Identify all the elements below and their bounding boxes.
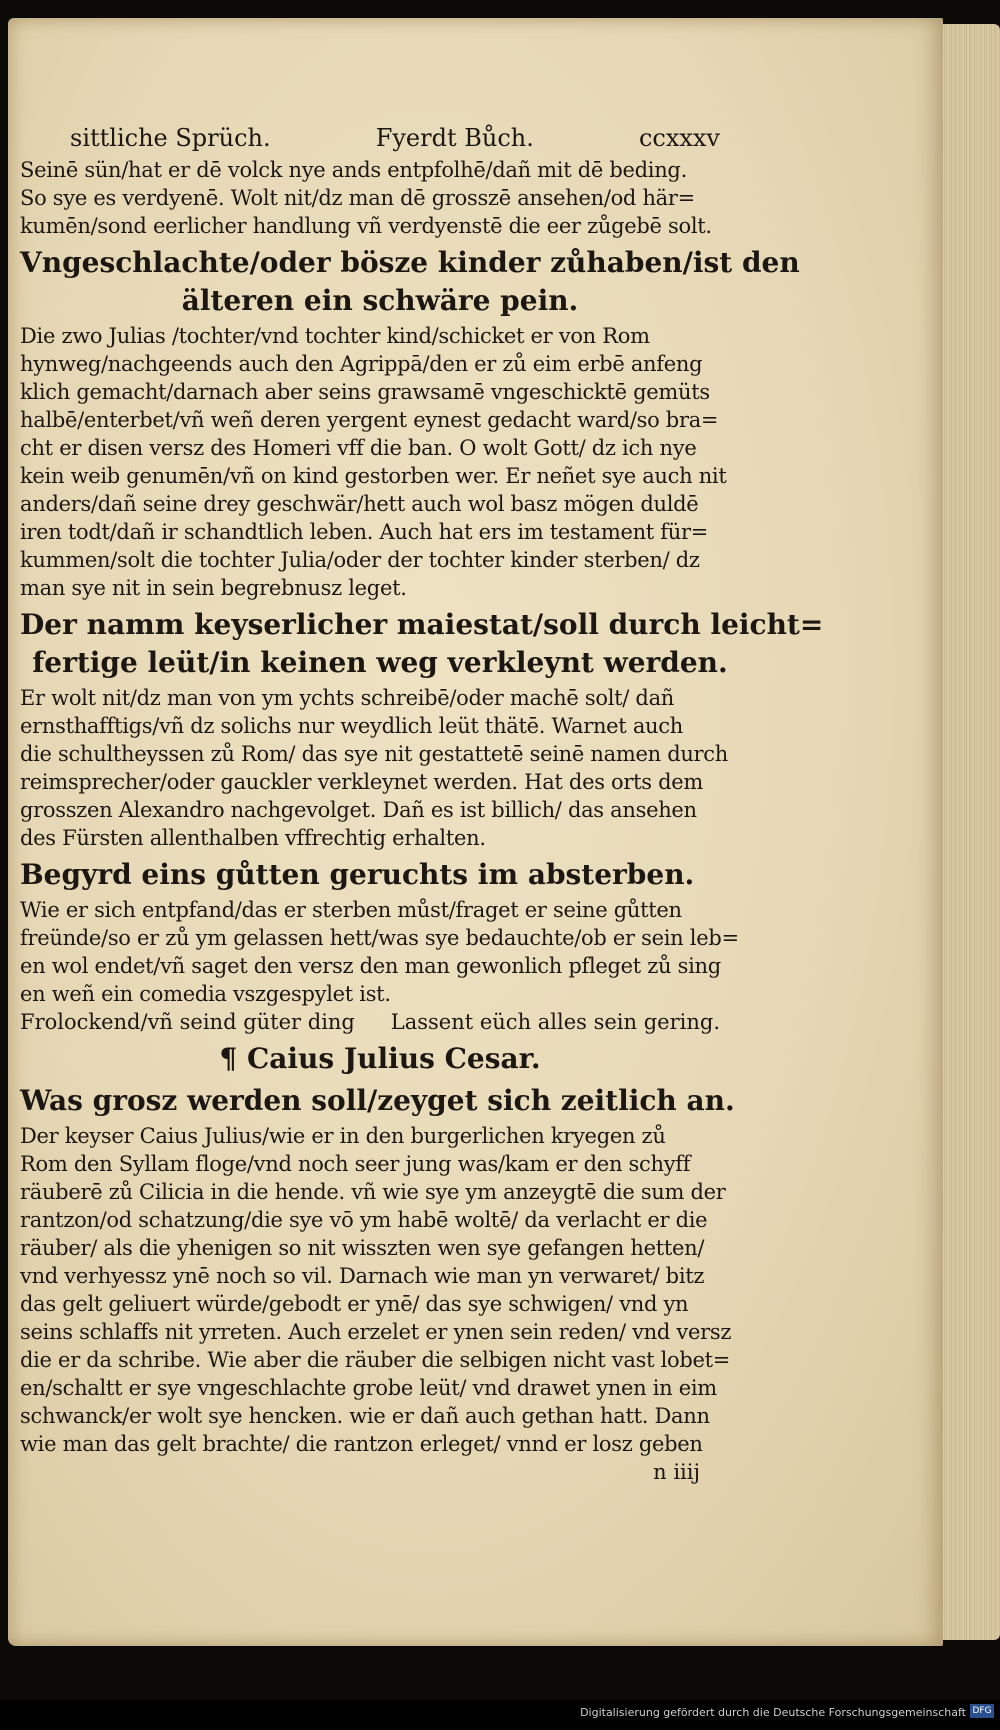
text-line: freünde/so er zů ym gelassen hett/was sye bedauchte/ob er sein leb= [20,926,739,950]
section-heading [20,856,740,894]
text-line: Die zwo Julias /tochter/vnd tochter kind/schicket er von Rom [20,324,650,348]
dfg-logo: DFG [970,1704,994,1718]
running-head [70,124,720,152]
text-line: klich gemacht/darnach aber seins grawsamē vngeschicktē gemüts [20,380,710,404]
text-line: So sye es verdyenē. Wolt nit/dz man dē grosszē ansehen/od här= [20,186,695,210]
text-line: en/schaltt er sye vngeschlachte grobe leüt/ vnd drawet ynen in eim [20,1376,717,1400]
section-heading [20,244,800,320]
text-line: cht er disen versz des Homeri vff die ban. O wolt Gott/ dz ich nye [20,436,697,460]
page-number: ccxxxv [638,124,720,152]
funding-credit: Digitalisierung gefördert durch die Deutsche Forschungsgemeinschaft [580,1706,966,1719]
section-heading [20,1082,740,1120]
text-line: Seinē sün/hat er dē volck nye ands entpfolhē/dañ mit dē beding. [20,158,687,182]
text-line: anders/dañ seine drey geschwär/hett auch wol basz mögen duldē [20,492,699,516]
text-line: rantzon/od schatzung/die sye vō ym habē woltē/ da verlacht er die [20,1208,708,1232]
heading-line: Was grosz werden soll/zeyget sich zeitlich an. [20,1084,735,1117]
text-line: Er wolt nit/dz man von ym ychts schreibē/oder machē solt/ dañ [20,686,675,710]
paragraph [20,684,740,852]
verse-couplet [20,1008,740,1036]
text-line: man sye nit in sein begrebnusz leget. [20,576,407,600]
text-line: vnd verhyessz ynē noch so vil. Darnach wie man yn verwaret/ bitz [20,1264,705,1288]
text-line: halbē/enterbet/vñ weñ deren yergent eynest gedacht ward/so bra= [20,408,719,432]
text-line: seins schlaffs nit yrreten. Auch erzelet er ynen sein reden/ vnd versz [20,1320,732,1344]
text-line: Wie er sich entpfand/das er sterben můst/fraget er seine gůtten [20,898,682,922]
footer-bar [0,1700,1000,1730]
paragraph [20,896,740,1008]
paragraph [20,156,740,240]
running-head-center: Fyerdt Bůch. [375,124,534,152]
verse-right: Lassent eüch alles sein gering. [390,1010,720,1034]
text-line: räuber/ als die yhenigen so nit wisszten wen sye gefangen hetten/ [20,1236,705,1260]
paragraph [20,322,740,602]
heading-line: fertige leüt/in keinen weg verkleynt werden. [32,646,728,679]
text-line: hynweg/nachgeends auch den Agrippā/den er zů eim erbē anfeng [20,352,703,376]
running-head-left: sittliche Sprüch. [70,124,271,152]
text-line: Der keyser Caius Julius/wie er in den burgerlichen kryegen zů [20,1124,666,1148]
section-heading [20,606,824,682]
heading-line: älteren ein schwäre pein. [181,284,579,317]
heading-line: ¶ Caius Julius Cesar. [219,1042,541,1075]
text-line: reimsprecher/oder gauckler verkleynet werden. Hat des orts dem [20,770,704,794]
text-line: das gelt geliuert würde/gebodt er ynē/ das sye schwigen/ vnd yn [20,1292,689,1316]
heading-line: Der namm keyserlicher maiestat/soll durch leicht= [20,608,824,641]
text-line: des Fürsten allenthalben vffrechtig erhalten. [20,826,486,850]
text-line: Rom den Syllam floge/vnd noch seer jung was/kam er den schyff [20,1152,691,1176]
text-line: kummen/solt die tochter Julia/oder der tochter kinder sterben/ dz [20,548,700,572]
heading-line: Begyrd eins gůtten geruchts im absterben. [20,858,695,891]
heading-line: Vngeschlachte/oder bösze kinder zůhaben/ist den [20,246,800,279]
text-line: iren todt/dañ ir schandtlich leben. Auch hat ers im testament für= [20,520,709,544]
text-line: grosszen Alexandro nachgevolget. Dañ es ist billich/ das ansehen [20,798,697,822]
verse-left: Frolockend/vñ seind güter ding [20,1010,355,1034]
signature-mark: n iiij [653,1460,700,1484]
section-heading [20,1040,740,1078]
text-line: en weñ ein comedia vszgespylet ist. [20,982,391,1006]
text-line: wie man das gelt brachte/ die rantzon erleget/ vnnd er losz geben [20,1432,703,1456]
text-line: die er da schribe. Wie aber die räuber die selbigen nicht vast lobet= [20,1348,731,1372]
text-line: schwanck/er wolt sye hencken. wie er dañ auch gethan hatt. Dann [20,1404,710,1428]
page-text [20,156,824,1486]
text-line: die schultheyssen zů Rom/ das sye nit gestattetē seinē namen durch [20,742,728,766]
paragraph [20,1122,740,1458]
text-line: kumēn/sond eerlicher handlung vñ verdyenstē die eer zůgebē solt. [20,214,712,238]
text-line: kein weib genumēn/vñ on kind gestorben wer. Er neñet sye auch nit [20,464,727,488]
text-line: ernsthafftigs/vñ dz solichs nur weydlich leüt thätē. Warnet auch [20,714,683,738]
text-line: räuberē zů Cilicia in die hende. vñ wie sye ym anzeygtē die sum der [20,1180,726,1204]
text-line: en wol endet/vñ saget den versz den man gewonlich pfleget zů sing [20,954,721,978]
